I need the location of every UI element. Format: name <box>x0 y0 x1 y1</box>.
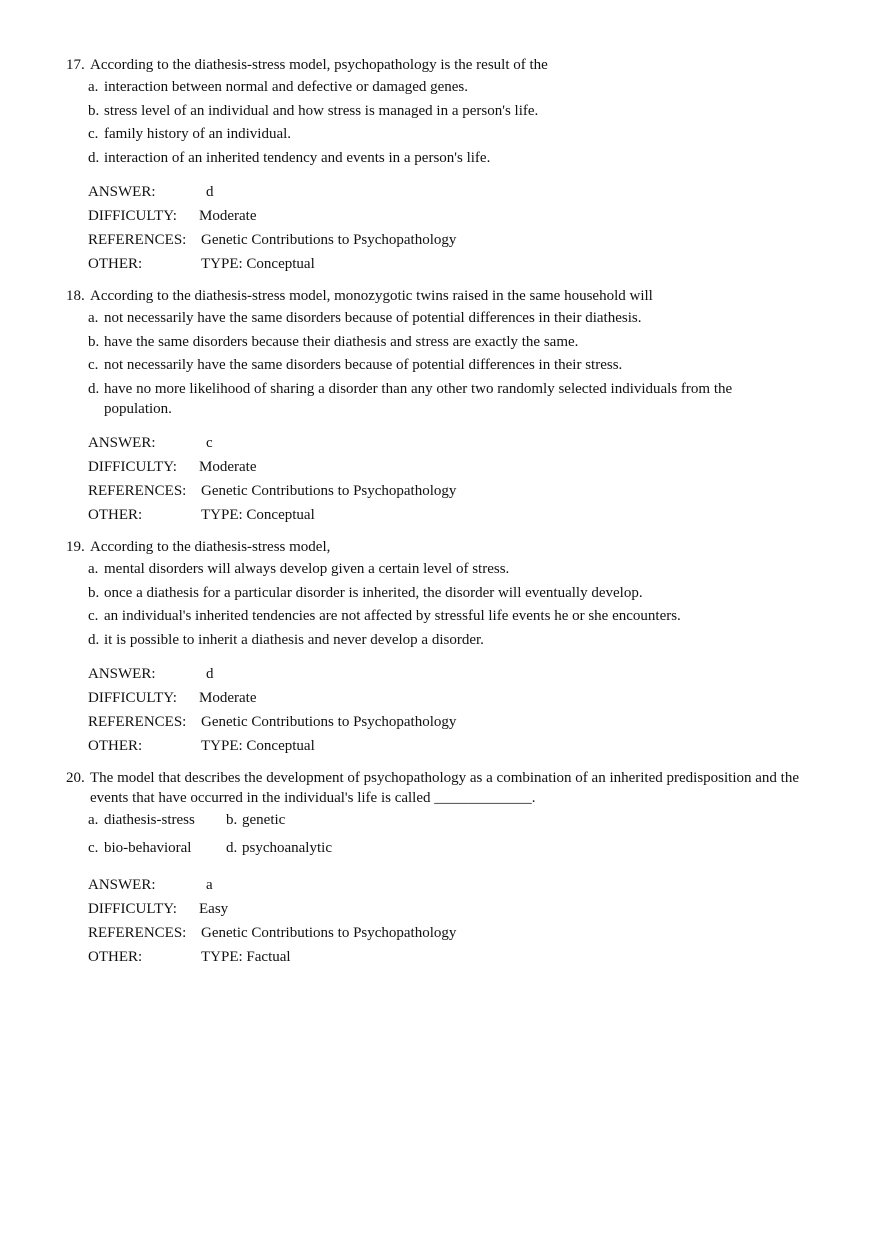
question-number: 17. <box>66 57 85 73</box>
answer-row <box>88 433 826 457</box>
choice-letter: b. <box>88 333 100 350</box>
answer-label: ANSWER: <box>88 665 156 682</box>
references-value: Genetic Contributions to Psychopathology <box>201 925 457 941</box>
answer-label: ANSWER: <box>88 183 156 200</box>
choice-text: mental disorders will always develop given a certain level of stress. <box>104 561 510 577</box>
choice-text: interaction between normal and defective or damaged genes. <box>104 79 469 95</box>
choice-text: diathesis-stress <box>104 812 195 828</box>
choice-list <box>88 308 778 419</box>
question-17 <box>66 55 826 278</box>
choice-text: have the same disorders because their diathesis and stress are exactly the same. <box>104 333 579 350</box>
answer-label: ANSWER: <box>88 877 156 893</box>
references-row <box>88 923 816 947</box>
answer-row <box>88 182 826 206</box>
choice-letter: a. <box>88 310 99 326</box>
question-number: 20. <box>66 770 85 786</box>
choice-b <box>88 583 826 603</box>
choice-a <box>88 77 826 97</box>
choice-text: an individual's inherited tendencies are not affected by stressful life events he or she encounters. <box>104 608 681 624</box>
choice-c <box>88 606 826 626</box>
choice-list <box>88 810 816 861</box>
other-value: TYPE: Conceptual <box>201 737 315 754</box>
answer-value: d <box>206 665 214 682</box>
answer-metadata <box>88 433 826 529</box>
difficulty-value: Moderate <box>199 689 257 706</box>
choice-text: psychoanalytic <box>242 839 332 856</box>
question-stem <box>66 55 826 75</box>
difficulty-row <box>88 899 816 923</box>
question-20 <box>66 768 816 971</box>
answer-value: a <box>206 877 213 893</box>
other-label: OTHER: <box>88 737 143 754</box>
question-number: 18. <box>66 288 85 304</box>
choice-d <box>88 148 826 168</box>
difficulty-value: Moderate <box>199 458 257 475</box>
difficulty-label: DIFFICULTY: <box>88 689 177 706</box>
choice-letter: b. <box>226 812 238 828</box>
question-18 <box>66 286 826 529</box>
choice-letter: d. <box>88 380 100 397</box>
answer-value: d <box>206 183 214 200</box>
question-19 <box>66 537 826 760</box>
choice-list <box>88 559 826 650</box>
references-label: REFERENCES: <box>88 231 187 248</box>
answer-metadata <box>88 182 826 278</box>
other-row <box>88 505 826 529</box>
other-value: TYPE: Conceptual <box>201 506 315 523</box>
other-label: OTHER: <box>88 949 143 965</box>
question-text: The model that describes the development of psychopathology as a combination of an inherited predisposition and the events that have occurred in the individual's life is called _____________. <box>90 770 799 806</box>
choice-d <box>226 838 816 858</box>
choice-letter: d. <box>226 839 238 856</box>
question-text: According to the diathesis-stress model, monozygotic twins raised in the same household will <box>90 288 653 304</box>
choice-b <box>88 101 826 121</box>
other-value: TYPE: Factual <box>201 949 291 965</box>
other-row <box>88 947 816 971</box>
references-row <box>88 230 826 254</box>
answer-label: ANSWER: <box>88 434 156 451</box>
references-value: Genetic Contributions to Psychopathology <box>201 482 457 499</box>
choice-d <box>88 379 778 419</box>
answer-metadata <box>88 664 826 760</box>
difficulty-row <box>88 457 826 481</box>
choice-letter: a. <box>88 561 99 577</box>
difficulty-value: Moderate <box>199 207 257 224</box>
choice-text: not necessarily have the same disorders because of potential differences in their diathesis. <box>104 310 642 326</box>
choice-a <box>88 810 226 830</box>
question-stem <box>66 286 826 306</box>
choice-letter: b. <box>88 584 100 601</box>
answer-row <box>88 664 826 688</box>
choice-b <box>88 332 778 352</box>
choice-text: once a diathesis for a particular disorder is inherited, the disorder will eventually develop. <box>104 584 643 601</box>
difficulty-row <box>88 206 826 230</box>
question-text: According to the diathesis-stress model, <box>90 539 331 555</box>
choice-c <box>88 355 778 375</box>
choice-c <box>88 838 226 858</box>
choice-letter: a. <box>88 79 99 95</box>
choice-letter: d. <box>88 149 100 166</box>
choice-text: it is possible to inherit a diathesis and never develop a disorder. <box>104 631 484 648</box>
other-value: TYPE: Conceptual <box>201 255 315 272</box>
choice-text: genetic <box>242 812 286 828</box>
answer-row <box>88 875 816 899</box>
choice-a <box>88 559 826 579</box>
choice-a <box>88 308 778 328</box>
difficulty-label: DIFFICULTY: <box>88 901 177 917</box>
other-label: OTHER: <box>88 506 143 523</box>
difficulty-value: Easy <box>199 901 229 917</box>
answer-metadata <box>88 875 816 971</box>
references-value: Genetic Contributions to Psychopathology <box>201 231 457 248</box>
choice-letter: b. <box>88 102 100 119</box>
difficulty-label: DIFFICULTY: <box>88 458 177 475</box>
difficulty-label: DIFFICULTY: <box>88 207 177 224</box>
answer-value: c <box>206 434 213 451</box>
question-stem <box>66 768 816 808</box>
other-label: OTHER: <box>88 255 143 272</box>
references-label: REFERENCES: <box>88 482 187 499</box>
choice-b <box>226 810 816 830</box>
choice-text: not necessarily have the same disorders because of potential differences in their stress. <box>104 357 623 373</box>
choice-c <box>88 124 826 144</box>
references-label: REFERENCES: <box>88 925 187 941</box>
question-stem <box>66 537 826 557</box>
choice-text: have no more likelihood of sharing a disorder than any other two randomly selected individuals from the population. <box>104 380 733 417</box>
choice-letter: c. <box>88 126 99 142</box>
choice-text: bio-behavioral <box>104 839 192 856</box>
other-row <box>88 254 826 278</box>
choice-letter: c. <box>88 839 99 856</box>
choice-letter: c. <box>88 608 99 624</box>
choice-d <box>88 630 826 650</box>
references-label: REFERENCES: <box>88 713 187 730</box>
choice-letter: c. <box>88 357 99 373</box>
choice-text: stress level of an individual and how stress is managed in a person's life. <box>104 102 539 119</box>
references-row <box>88 481 826 505</box>
choice-letter: d. <box>88 631 100 648</box>
question-text: According to the diathesis-stress model, psychopathology is the result of the <box>90 57 548 73</box>
choice-text: interaction of an inherited tendency and events in a person's life. <box>104 149 491 166</box>
choice-letter: a. <box>88 812 99 828</box>
other-row <box>88 736 826 760</box>
choice-text: family history of an individual. <box>104 126 292 142</box>
references-value: Genetic Contributions to Psychopathology <box>201 713 457 730</box>
difficulty-row <box>88 688 826 712</box>
references-row <box>88 712 826 736</box>
question-number: 19. <box>66 539 85 555</box>
choice-list <box>88 77 826 168</box>
